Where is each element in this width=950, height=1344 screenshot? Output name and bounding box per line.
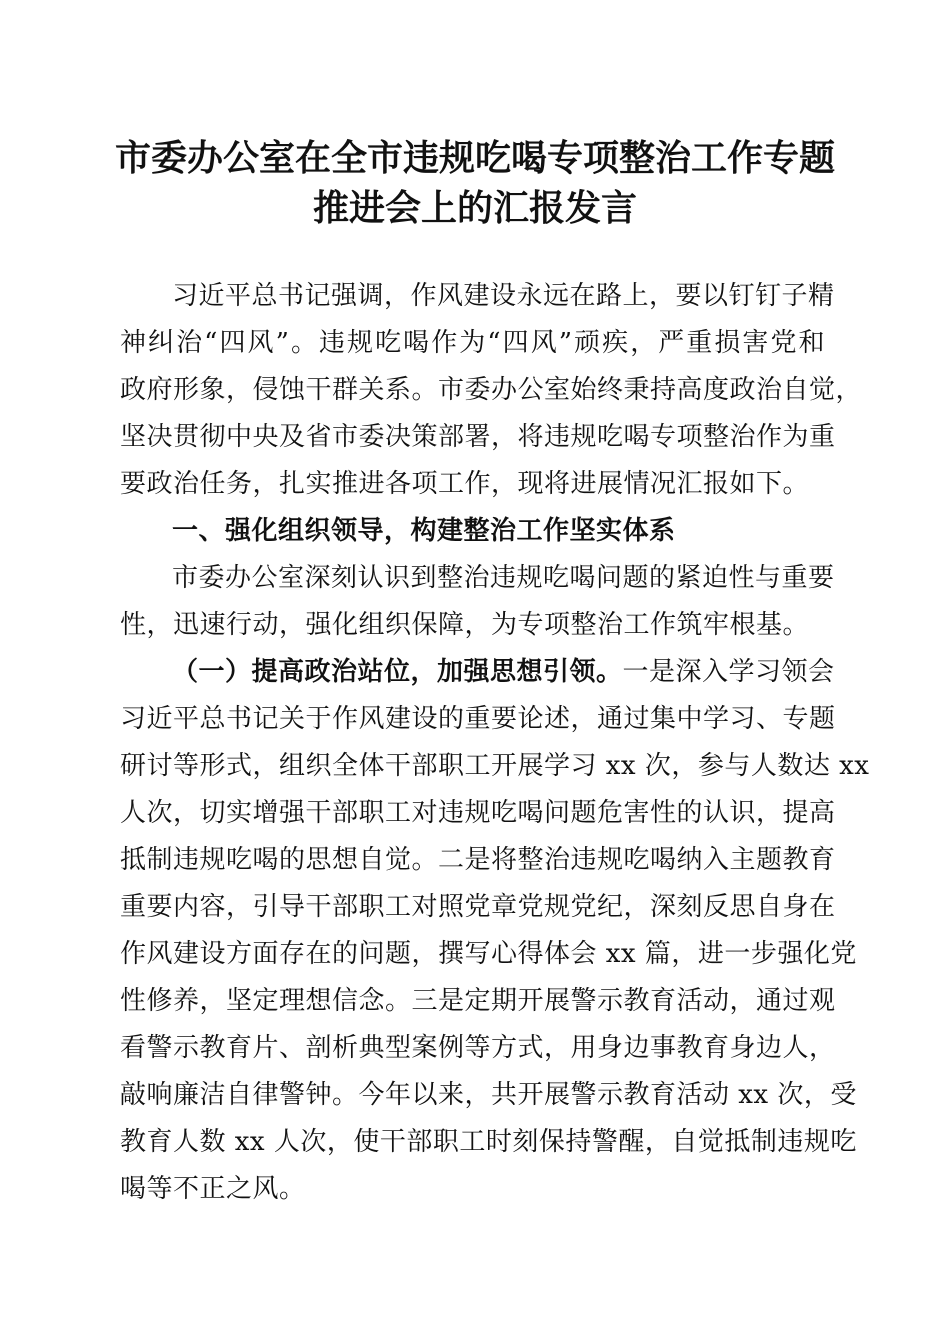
body-line: 政府形象，侵蚀干群关系。市委办公室始终秉持高度政治自觉，: [120, 375, 863, 405]
body-text: 一是深入学习领会: [622, 657, 835, 687]
body-line: 性，迅速行动，强化组织保障，为专项整治工作筑牢根基。: [120, 610, 810, 640]
subsection-heading: （一）提高政治站位，加强思想引领。: [172, 657, 623, 687]
body-line: 看警示教育片、剖析典型案例等方式，用身边事教育身边人，: [120, 1033, 836, 1063]
body-line: 教育人数 xx 人次，使干部职工时刻保持警醒，自觉抵制违规吃: [120, 1127, 857, 1157]
body-line: 神纠治“四风”。违规吃喝作为“四风”顽疾，严重损害党和: [120, 328, 825, 358]
document-title-line-1: 市委办公室在全市违规吃喝专项整治工作专题: [114, 137, 835, 179]
body-line: 研讨等形式，组织全体干部职工开展学习 xx 次，参与人数达 xx: [120, 751, 870, 781]
section-heading: 一、强化组织领导，构建整治工作坚实体系: [172, 516, 676, 546]
document-title-line-2: 推进会上的汇报发言: [312, 187, 637, 229]
body-line: 抵制违规吃喝的思想自觉。二是将整治违规吃喝纳入主题教育: [120, 845, 836, 875]
body-line: 作风建设方面存在的问题，撰写心得体会 xx 篇，进一步强化党: [120, 939, 857, 969]
body-line: 性修养，坚定理想信念。三是定期开展警示教育活动，通过观: [120, 986, 836, 1016]
body-line: 敲响廉洁自律警钟。今年以来，共开展警示教育活动 xx 次，受: [120, 1080, 857, 1110]
body-line: 人次，切实增强干部职工对违规吃喝问题危害性的认识，提高: [120, 798, 836, 828]
body-line: 市委办公室深刻认识到整治违规吃喝问题的紧迫性与重要: [172, 563, 835, 593]
body-line: 要政治任务，扎实推进各项工作，现将进展情况汇报如下。: [120, 469, 810, 499]
body-line: 重要内容，引导干部职工对照党章党规党纪，深刻反思自身在: [120, 892, 836, 922]
body-line: 习近平总书记强调，作风建设永远在路上，要以钉钉子精: [172, 281, 835, 311]
body-line: 喝等不正之风。: [120, 1174, 306, 1204]
body-line: 习近平总书记关于作风建设的重要论述，通过集中学习、专题: [120, 704, 836, 734]
body-line: 坚决贯彻中央及省市委决策部署，将违规吃喝专项整治作为重: [120, 422, 836, 452]
body-line: [120, 649, 835, 696]
document-body: [120, 273, 870, 1213]
